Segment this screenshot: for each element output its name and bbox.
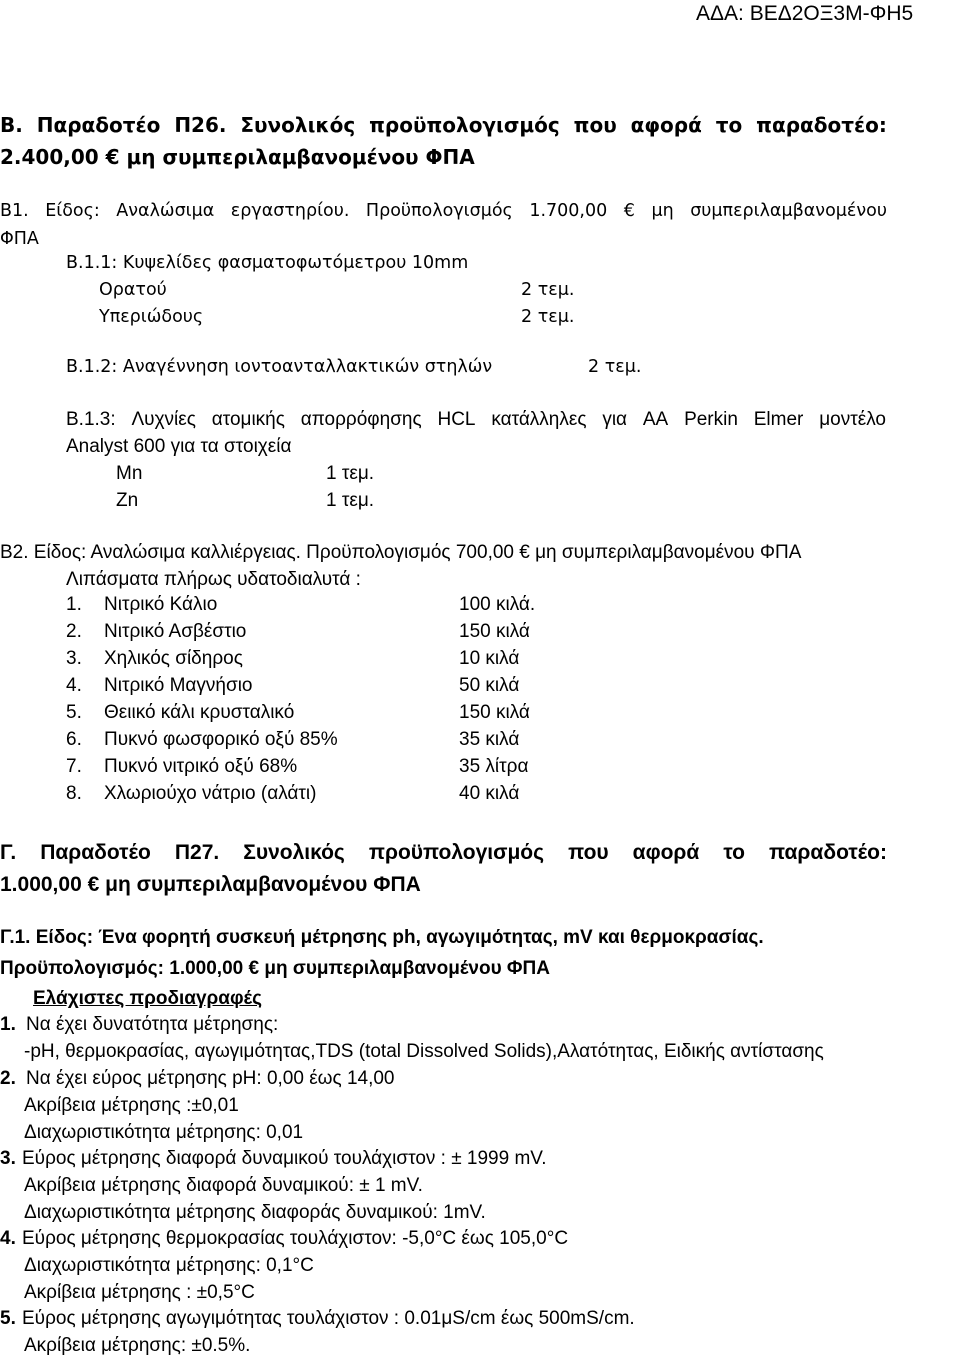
spec-detail: Ακρίβεια μέτρησης διαφορά δυναμικού: ± 1 mV. bbox=[24, 1175, 423, 1196]
spec-detail: Διαχωριστικότητα μέτρησης: 0,1°C bbox=[24, 1255, 314, 1276]
b2-subtitle: Λιπάσματα πλήρως υδατοδιαλυτά : bbox=[66, 569, 361, 590]
section-b-budget: 2.400,00 € μη συμπεριλαμβανομένου ΦΠΑ bbox=[0, 145, 475, 169]
spec-detail: Ακρίβεια μέτρησης: ±0.5%. bbox=[24, 1335, 251, 1356]
spec-text: Να έχει εύρος μέτρησης pH: 0,00 έως 14,00 bbox=[26, 1068, 395, 1089]
document-code: ΑΔΑ: ΒΕΔ2ΟΞ3Μ-ΦΗ5 bbox=[696, 2, 914, 25]
spec-num: 1. bbox=[0, 1014, 16, 1035]
fertilizer-qty: 100 κιλά. bbox=[459, 594, 536, 615]
b12-qty: 2 τεμ. bbox=[588, 357, 642, 377]
spec-num: 4. bbox=[0, 1228, 16, 1249]
section-c-title: Γ. Παραδοτέο Π27. Συνολικός προϋπολογισμός που αφορά το παραδοτέο: bbox=[0, 841, 887, 864]
spec-detail: Ακρίβεια μέτρησης : ±0,5°C bbox=[24, 1282, 255, 1303]
fertilizer-qty: 35 λίτρα bbox=[459, 756, 529, 777]
b1-title: Β1. Είδος: Αναλώσιμα εργαστηρίου. Προϋπολογισμός 1.700,00 € μη συμπεριλαμβανομένου bbox=[0, 201, 887, 221]
b11-item-qty: 2 τεμ. bbox=[521, 307, 575, 327]
spec-num: 2. bbox=[0, 1068, 16, 1089]
fertilizer-name: Χλωριούχο νάτριο (αλάτι) bbox=[104, 783, 317, 804]
fertilizer-num: 4. bbox=[66, 675, 82, 696]
b11-title: Β.1.1: Κυψελίδες φασματοφωτόμετρου 10mm bbox=[66, 253, 469, 273]
spec-detail: Ακρίβεια μέτρησης :±0,01 bbox=[24, 1095, 239, 1116]
b13-item-qty: 1 τεμ. bbox=[326, 490, 375, 511]
fertilizer-qty: 150 κιλά bbox=[459, 702, 530, 723]
section-c-budget: 1.000,00 € μη συμπεριλαμβανομένου ΦΠΑ bbox=[0, 873, 421, 896]
fertilizer-qty: 50 κιλά bbox=[459, 675, 520, 696]
b13-item-name: Zn bbox=[116, 490, 139, 511]
b1-title-cont: ΦΠΑ bbox=[0, 229, 39, 249]
fertilizer-name: Χηλικός σίδηρος bbox=[104, 648, 243, 669]
b13-item-qty: 1 τεμ. bbox=[326, 463, 375, 484]
b13-item-name: Mn bbox=[116, 463, 143, 484]
fertilizer-num: 7. bbox=[66, 756, 82, 777]
fertilizer-num: 3. bbox=[66, 648, 82, 669]
c1-budget: Προϋπολογισμός: 1.000,00 € μη συμπεριλαμβανομένου ΦΠΑ bbox=[0, 958, 550, 979]
spec-text: Εύρος μέτρησης διαφορά δυναμικού τουλάχιστον : ± 1999 mV. bbox=[22, 1148, 547, 1169]
fertilizer-qty: 40 κιλά bbox=[459, 783, 520, 804]
spec-detail: Διαχωριστικότητα μέτρησης: 0,01 bbox=[24, 1122, 304, 1143]
b11-item-qty: 2 τεμ. bbox=[521, 280, 575, 300]
fertilizer-name: Θειικό κάλι κρυσταλικό bbox=[104, 702, 295, 723]
fertilizer-num: 2. bbox=[66, 621, 82, 642]
fertilizer-name: Πυκνό φωσφορικό οξύ 85% bbox=[104, 729, 338, 750]
spec-num: 3. bbox=[0, 1148, 16, 1169]
section-b-title: Β. Παραδοτέο Π26. Συνολικός προϋπολογισμός που αφορά το παραδοτέο: bbox=[0, 113, 887, 137]
b11-item-name: Ορατού bbox=[99, 280, 167, 300]
specs-heading: Ελάχιστες προδιαγραφές bbox=[33, 988, 262, 1009]
b2-title: Β2. Είδος: Αναλώσιμα καλλιέργειας. Προϋπολογισμός 700,00 € μη συμπεριλαμβανομένου ΦΠΑ bbox=[0, 542, 802, 563]
fertilizer-qty: 35 κιλά bbox=[459, 729, 520, 750]
fertilizer-qty: 10 κιλά bbox=[459, 648, 520, 669]
spec-detail: -pH, θερμοκρασίας, αγωγιμότητας,TDS (total Dissolved Solids),Αλατότητας, Ειδικής αντίστασης bbox=[24, 1041, 824, 1062]
fertilizer-name: Πυκνό νιτρικό οξύ 68% bbox=[104, 756, 298, 777]
spec-num: 5. bbox=[0, 1308, 16, 1329]
fertilizer-num: 6. bbox=[66, 729, 82, 750]
fertilizer-num: 1. bbox=[66, 594, 82, 615]
spec-detail: Διαχωριστικότητα μέτρησης διαφοράς δυναμικού: 1mV. bbox=[24, 1202, 486, 1223]
fertilizer-num: 5. bbox=[66, 702, 82, 723]
spec-text: Εύρος μέτρησης θερμοκρασίας τουλάχιστον: -5,0°C έως 105,0°C bbox=[22, 1228, 569, 1249]
fertilizer-qty: 150 κιλά bbox=[459, 621, 530, 642]
fertilizer-name: Νιτρικό Κάλιο bbox=[104, 594, 218, 615]
fertilizer-num: 8. bbox=[66, 783, 82, 804]
b12-title: Β.1.2: Αναγέννηση ιοντοανταλλακτικών στηλών bbox=[66, 357, 493, 377]
spec-text: Εύρος μέτρησης αγωγιμότητας τουλάχιστον : 0.01μS/cm έως 500mS/cm. bbox=[22, 1308, 635, 1329]
b13-title: Β.1.3: Λυχνίες ατομικής απορρόφησης HCL κατάλληλες για AA Perkin Elmer μοντέλο bbox=[66, 409, 886, 430]
fertilizer-name: Νιτρικό Ασβέστιο bbox=[104, 621, 247, 642]
b11-item-name: Υπεριώδους bbox=[99, 307, 204, 327]
fertilizer-name: Νιτρικό Μαγνήσιο bbox=[104, 675, 253, 696]
spec-text: Να έχει δυνατότητα μέτρησης: bbox=[26, 1014, 279, 1035]
c1-title: Γ.1. Είδος: Ένα φορητή συσκευή μέτρησης ph, αγωγιμότητας, mV και θερμοκρασίας. bbox=[0, 927, 764, 948]
b13-title-cont: Analyst 600 για τα στοιχεία bbox=[66, 436, 292, 457]
